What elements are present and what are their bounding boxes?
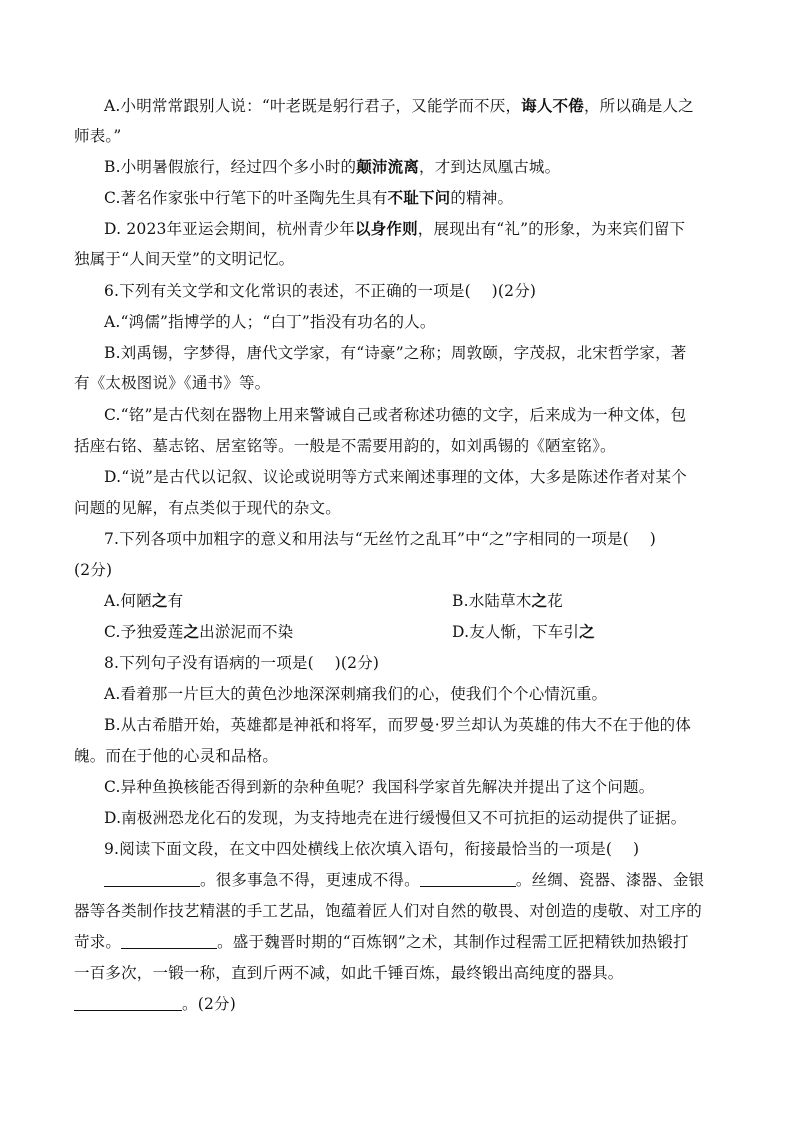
q7-option-c: [104, 623, 293, 641]
q7-stem: 7.下列各项中加粗字的意义和用法与“无丝竹之乱耳”中“之”字相同的一项是( ): [104, 530, 657, 548]
q5-option-a-line1: [104, 96, 724, 116]
q6-option-c-line2: 括座右铭、墓志铭、居室铭等。一般是不需要用韵的，如刘禹锡的《陋室铭》。: [74, 437, 616, 455]
q7-d-text: D.友人惭，下车引: [452, 623, 580, 641]
q9-passage-line1: [104, 870, 724, 890]
q8-option-a: A.看着那一片巨大的黄色沙地深深刺痛我们的心，使我们个个心情沉重。: [104, 685, 608, 703]
q8-option-b-line2: 魄。而在于他的心灵和品格。: [74, 747, 279, 765]
q8-stem: 8.下列句子没有语病的一项是( )(2分): [104, 654, 380, 672]
fill-blank-4[interactable]: [74, 996, 182, 1011]
q7-option-b: [452, 591, 563, 611]
q5-option-d-line2: 独属于“人间天堂”的文明记忆。: [74, 250, 295, 268]
q7-option-d: [452, 622, 595, 642]
q5-b-bold-idiom: 颠沛流离: [356, 157, 420, 176]
q7-a-text: A.何陋: [104, 592, 152, 610]
q5-d-text-end: ，展现出有“礼”的形象，为来宾们留下: [417, 220, 686, 238]
q5-c-text-end: 的精神。: [450, 189, 514, 207]
q6-option-d-line1: D.“说”是古代以记叙、议论或说明等方式来阐述事理的文体，大多是陈述作者对某个: [104, 468, 687, 486]
q7-option-a: [104, 592, 183, 610]
q9-text-1: 。很多事急不得，更速成不得。: [200, 871, 420, 889]
fill-blank-3[interactable]: [121, 934, 217, 949]
q7-d-bold-char: 之: [579, 622, 595, 641]
q5-d-bold-idiom: 以身作则: [354, 219, 418, 238]
q5-c-text: C.著名作家张中行笔下的叶圣陶先生具有: [104, 189, 388, 207]
q6-option-a: A.“鸿儒”指博学的人；“白丁”指没有功名的人。: [104, 313, 436, 331]
q7-a-bold-char: 之: [151, 591, 168, 610]
q6-option-c-line1: C.“铭”是古代刻在器物上用来警诫自己或者称述功德的文字，后来成为一种文体，包: [104, 406, 687, 424]
q7-b-bold-char: 之: [531, 591, 548, 610]
q5-b-text-end: ，才到达凤凰古城。: [419, 158, 561, 176]
q9-passage-line3: [74, 932, 724, 952]
q7-c-text: C.予独爱莲: [104, 623, 184, 641]
q6-stem: 6.下列有关文学和文化常识的表述，不正确的一项是( )(2分): [104, 282, 537, 300]
q7-c-bold-char: 之: [183, 622, 200, 641]
q5-option-c: [104, 188, 724, 208]
q5-option-b: [104, 157, 724, 177]
fill-blank-2[interactable]: [420, 872, 516, 887]
q9-score: 。(2分): [182, 995, 236, 1013]
q7-c-text-end: 出淤泥而不染: [199, 623, 294, 641]
q9-text-3: 苛求。: [74, 933, 122, 951]
q6-option-b-line2: 有《太极图说》《通书》等。: [74, 374, 271, 392]
q6-option-b-line1: B.刘禹锡，字梦得，唐代文学家，有“诗豪”之称；周敦颐，字茂叔，北宋哲学家，著: [104, 344, 687, 362]
q5-option-d-line1: [104, 219, 724, 239]
q9-text-4: 。盛于魏晋时期的“百炼钢”之术，其制作过程需工匠把精铁加热锻打: [217, 933, 689, 951]
q7-b-text: B.水陆草木: [452, 592, 532, 610]
q9-text-2: 。丝绸、瓷器、漆器、金银: [515, 871, 705, 889]
q5-a-text-end: ，所以确是人之: [583, 97, 694, 115]
q7-a-text-end: 有: [167, 592, 184, 610]
q6-option-d-line2: 问题的见解，有点类似于现代的杂文。: [74, 499, 341, 517]
q9-stem: 9.阅读下面文段，在文中四处横线上依次填入语句，衔接最恰当的一项是( ): [104, 840, 640, 858]
q7-options-row1: [104, 591, 724, 611]
q8-option-d: D.南极洲恐龙化石的发现，为支持地壳在进行缓慢但又不可抗拒的运动提供了证据。: [104, 809, 687, 827]
q8-option-c: C.异种鱼换核能否得到新的杂种鱼呢？我国科学家首先解决并提出了这个问题。: [104, 778, 655, 796]
q5-b-text: B.小明暑假旅行，经过四个多小时的: [104, 158, 357, 176]
q7-b-text-end: 花: [547, 592, 563, 610]
q5-option-a-line2: 师表。”: [74, 127, 122, 145]
q9-passage-line4: 一百多次，一锻一称，直到斤两不减，如此千锤百炼，最终锻出高纯度的器具。: [74, 964, 624, 982]
fill-blank-1[interactable]: [104, 872, 200, 887]
q8-option-b-line1: B.从古希腊开始，英雄都是神祇和将军，而罗曼·罗兰却认为英雄的伟大不在于他的体: [104, 716, 692, 734]
q5-d-text: D. 2023年亚运会期间，杭州青少年: [104, 220, 355, 238]
q9-passage-line2: 器等各类制作技艺精湛的手工艺品，饱蕴着匠人们对自然的敬畏、对创造的虔敬、对工序的: [74, 902, 703, 920]
q5-a-text: A.小明常常跟别人说：“叶老既是躬行君子，又能学而不厌，: [104, 97, 522, 115]
q5-a-bold-idiom: 诲人不倦: [521, 96, 584, 115]
q5-c-bold-idiom: 不耻下问: [387, 188, 451, 207]
q7-score: (2分): [74, 561, 113, 579]
q7-options-row2: [104, 622, 724, 642]
q9-passage-line5: [74, 994, 724, 1014]
